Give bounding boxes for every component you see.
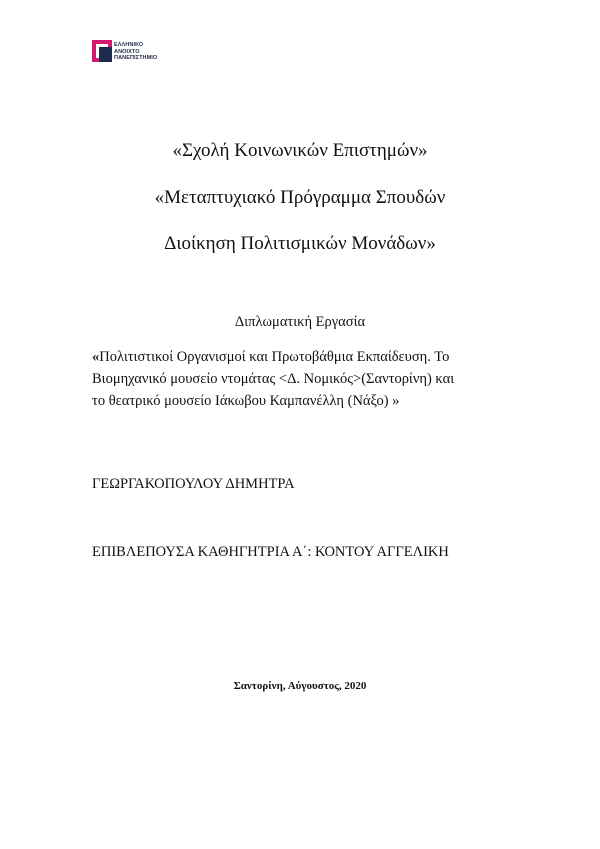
program-heading: «Μεταπτυχιακό Πρόγραμμα Σπουδών — [154, 187, 446, 208]
direction-heading: Διοίκηση Πολιτισμικών Μονάδων» — [164, 233, 436, 254]
thesis-title-text: Πολιτιστικοί Οργανισμοί και Πρωτοβάθμια Εκπαίδευση. Το — [99, 349, 450, 365]
logo-wordmark — [114, 42, 157, 62]
thesis-type: Διπλωματική Εργασία — [234, 314, 366, 330]
thesis-title-line: το θεατρικό μουσείο Ιάκωβου Καμπανέλλη (Νάξο) » — [92, 393, 400, 409]
thesis-title-line — [92, 346, 522, 368]
logo-line: ΠΑΝΕΠΙΣΤΗΜΙΟ — [114, 55, 158, 61]
author-name: ΓΕΩΡΓΑΚΟΠΟΥΛΟΥ ΔΗΜΗΤΡΑ — [92, 476, 295, 492]
place-date: Σαντορίνη, Αύγουστος, 2020 — [233, 680, 367, 692]
supervisor-name: ΕΠΙΒΛΕΠΟΥΣΑ ΚΑΘΗΓΗΤΡΙΑ Α΄: ΚΟΝΤΟΥ ΑΓΓΕΛΙΚΗ — [92, 544, 449, 560]
logo-line: ΑΝΟΙΧΤΟ — [114, 48, 140, 55]
thesis-title — [92, 346, 522, 412]
school-heading: «Σχολή Κοινωνικών Επιστημών» — [172, 140, 428, 161]
university-logo — [92, 40, 182, 66]
thesis-title-line: Βιομηχανικό μουσείο ντομάτας <Δ. Νομικός>(Σαντορίνη) και — [92, 371, 455, 387]
open-quote: « — [92, 349, 100, 365]
university-logo-icon — [92, 40, 112, 62]
logo-line: ΕΛΛΗΝΙΚΟ — [114, 42, 144, 48]
